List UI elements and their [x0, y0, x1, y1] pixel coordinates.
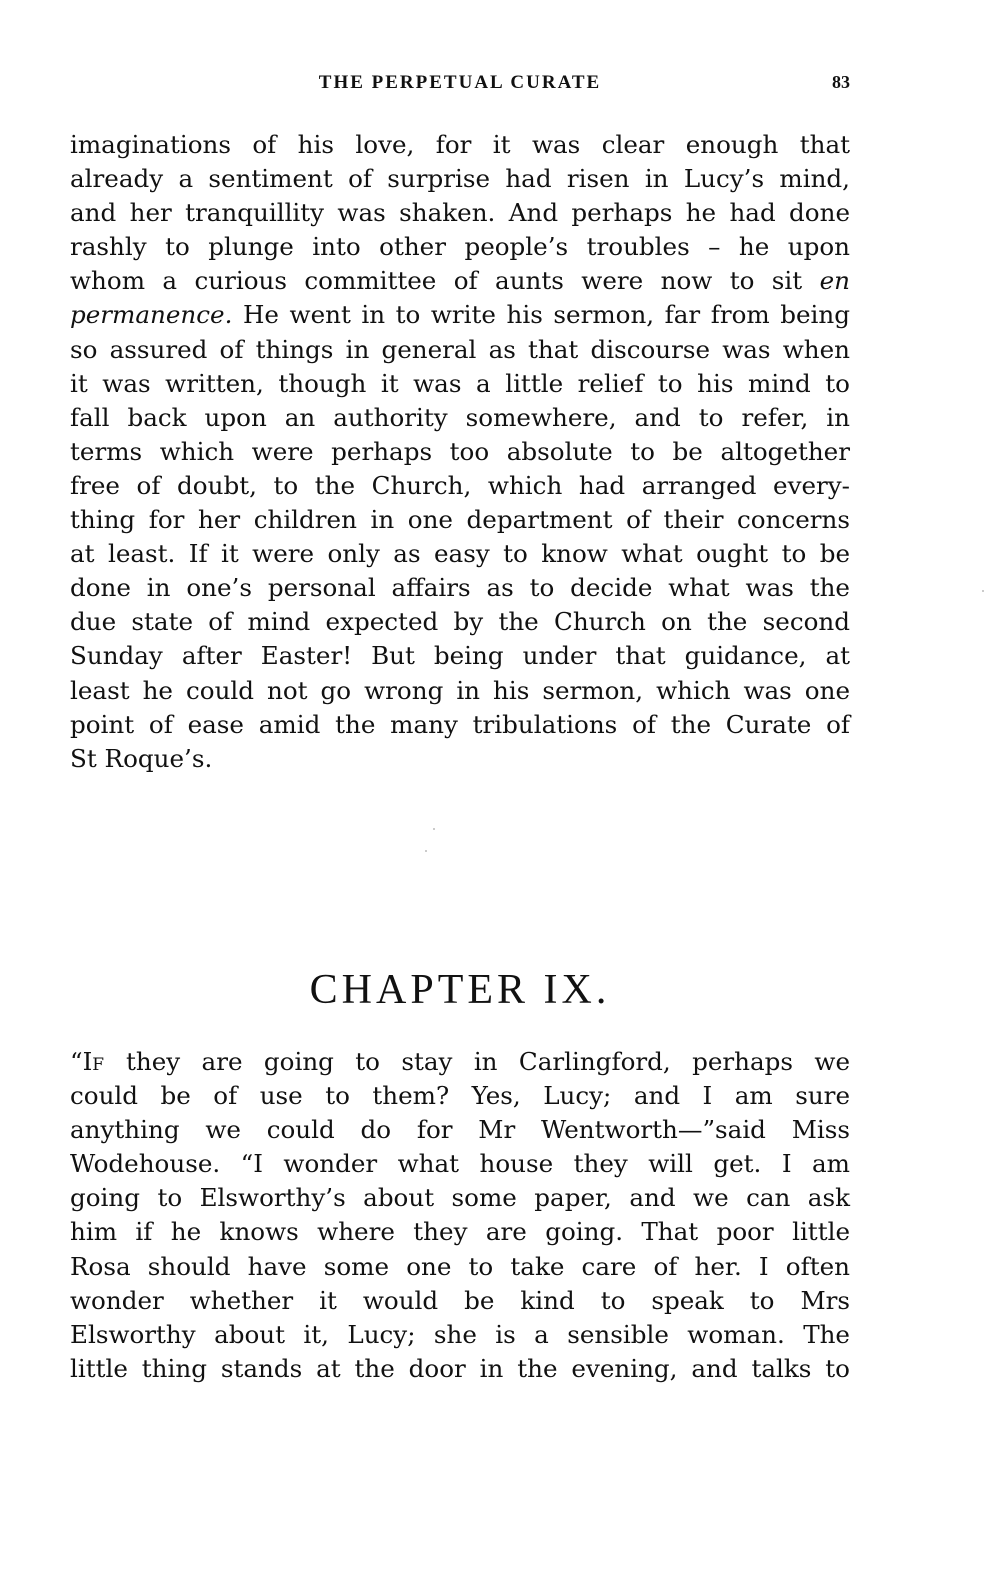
text-line: going to Elsworthy’s about some paper, and we can ask: [70, 1183, 850, 1213]
text-line: terms which were perhaps too absolute to be altogether: [70, 436, 850, 466]
running-header: [70, 72, 850, 102]
text-line: Rosa should have some one to take care of her. I often: [70, 1251, 850, 1281]
text-line: rashly to plunge into other people’s troubles – he upon: [70, 232, 850, 262]
text-line: thing for her children in one department of their concerns: [70, 505, 850, 535]
text-line: Elsworthy about it, Lucy; she is a sensible woman. The: [70, 1319, 850, 1349]
italic-phrase: permanence.: [70, 300, 233, 330]
small-caps: F: [92, 1055, 105, 1075]
paragraph-continued: [70, 128, 850, 776]
text-line: Sunday after Easter! But being under that guidance, at: [70, 641, 850, 671]
text-line: St Roque’s.: [70, 743, 213, 773]
text-line: little thing stands at the door in the evening, and talks to: [70, 1353, 850, 1383]
text-line: [70, 1045, 850, 1079]
text-line: anything we could do for Mr Wentworth—”said Miss: [70, 1115, 850, 1145]
drop-quote: “I: [70, 1047, 93, 1076]
text-line: and her tranquillity was shaken. And perhaps he had done: [70, 198, 850, 228]
text-line: already a sentiment of surprise had risen in Lucy’s mind,: [70, 164, 850, 194]
text-line: [70, 298, 850, 332]
text-line: due state of mind expected by the Church on the second: [70, 607, 850, 637]
page-number: 83: [832, 72, 850, 92]
chapter-opening-paragraph: [70, 1045, 850, 1386]
text-line: wonder whether it would be kind to speak to Mrs: [70, 1285, 850, 1315]
text-line: least he could not go wrong in his sermon, which was one: [70, 675, 850, 705]
text-line: point of ease amid the many tribulations of the Curate of: [70, 709, 850, 739]
italic-phrase: en: [819, 266, 850, 296]
print-speck: [425, 850, 427, 852]
text-segment: He went in to write his sermon, far from being: [232, 300, 850, 330]
text-line: [70, 264, 850, 298]
print-speck: [982, 590, 984, 592]
running-title: THE PERPETUAL CURATE: [318, 72, 602, 93]
text-line: free of doubt, to the Church, which had arranged every-: [70, 470, 850, 500]
text-line: it was written, though it was a little relief to his mind to: [70, 368, 850, 398]
text-line: Wodehouse. “I wonder what house they will get. I am: [70, 1149, 850, 1179]
text-segment: whom a curious committee of aunts were now to sit: [70, 266, 820, 296]
text-line: fall back upon an authority somewhere, and to refer, in: [70, 402, 850, 432]
chapter-heading: CHAPTER IX.: [309, 967, 611, 1013]
text-line: imaginations of his love, for it was clear enough that: [70, 130, 850, 159]
text-line: done in one’s personal affairs as to decide what was the: [70, 573, 850, 603]
text-line: could be of use to them? Yes, Lucy; and I am sure: [70, 1081, 850, 1111]
text-line: him if he knows where they are going. That poor little: [70, 1217, 850, 1247]
text-segment: they are going to stay in Carlingford, perhaps we: [104, 1047, 850, 1076]
print-speck: [433, 828, 435, 830]
text-line: so assured of things in general as that discourse was when: [70, 334, 850, 364]
text-line: at least. If it were only as easy to know what ought to be: [70, 539, 850, 569]
